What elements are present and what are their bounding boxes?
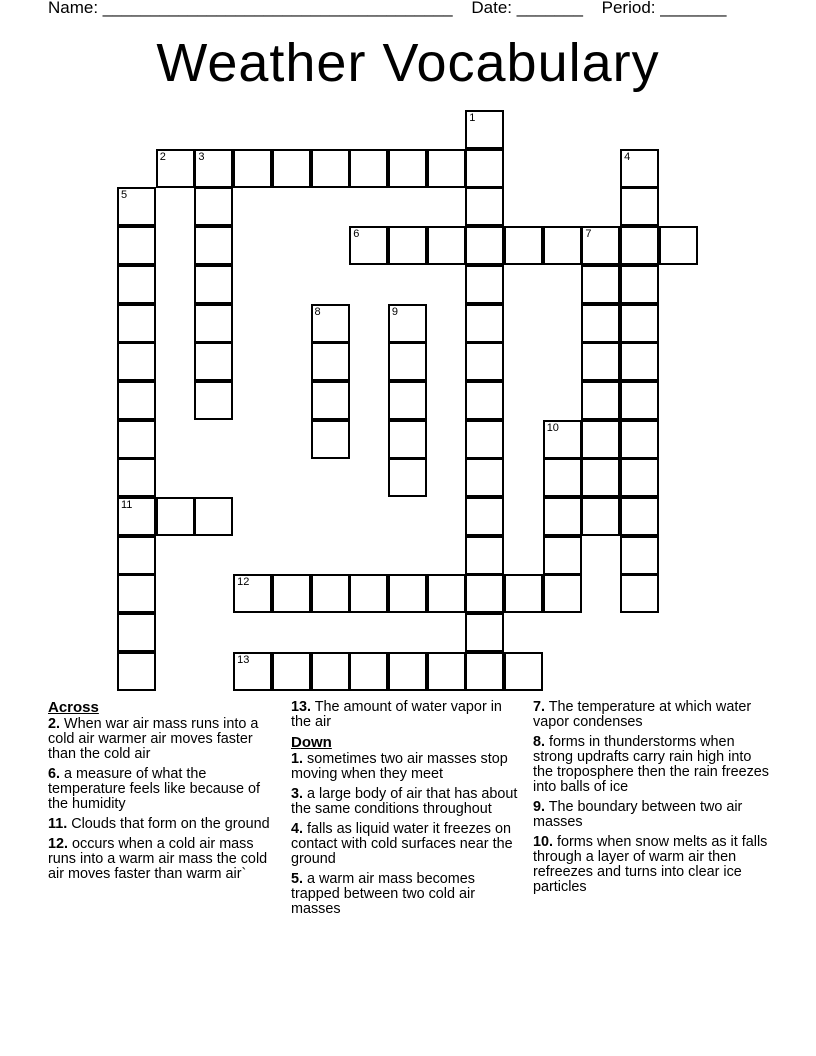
clue-item: [533, 835, 773, 895]
crossword-cell[interactable]: [233, 149, 272, 188]
crossword-cell[interactable]: [581, 420, 620, 459]
crossword-cell[interactable]: [311, 149, 350, 188]
crossword-cell[interactable]: [427, 574, 466, 613]
crossword-cell[interactable]: [581, 381, 620, 420]
crossword-cell[interactable]: [465, 497, 504, 536]
clue-number: 3.: [291, 786, 304, 802]
crossword-cell[interactable]: [194, 304, 233, 343]
clue-text: The temperature at which water vapor condenses: [533, 699, 752, 730]
clue-text: The boundary between two air masses: [533, 799, 743, 830]
clue-text: forms in thunderstorms when strong updrafts carry rain high into the troposphere then the rain freezes into balls of ice: [533, 734, 769, 795]
crossword-cell[interactable]: [117, 652, 156, 691]
crossword-cell[interactable]: [504, 652, 543, 691]
crossword-cell[interactable]: [388, 304, 427, 343]
crossword-cell[interactable]: [272, 149, 311, 188]
crossword-cell[interactable]: [659, 226, 698, 265]
clue-number: 11: [121, 499, 133, 511]
clue-number: 9.: [533, 799, 546, 815]
clue-text: falls as liquid water it freezes on contact with cold surfaces near the ground: [291, 821, 513, 867]
crossword-cell[interactable]: [581, 497, 620, 536]
clue-text: a warm air mass becomes trapped between two cold air masses: [291, 871, 475, 917]
crossword-cell[interactable]: [620, 420, 659, 459]
crossword-cell[interactable]: [465, 381, 504, 420]
crossword-cell[interactable]: [620, 574, 659, 613]
crossword-cell[interactable]: [543, 420, 582, 459]
crossword-cell[interactable]: [465, 458, 504, 497]
clue-number: 6.: [48, 766, 61, 782]
clue-number: 8.: [533, 734, 546, 750]
crossword-cell[interactable]: [117, 265, 156, 304]
crossword-cell[interactable]: [465, 652, 504, 691]
crossword-cell[interactable]: [156, 149, 195, 188]
crossword-cell[interactable]: [388, 420, 427, 459]
crossword-cell[interactable]: [620, 226, 659, 265]
down-heading: Down: [291, 734, 332, 751]
crossword-cell[interactable]: [581, 458, 620, 497]
crossword-cell[interactable]: [465, 110, 504, 149]
crossword-cell[interactable]: [543, 536, 582, 575]
clue-number: 7: [585, 228, 592, 241]
crossword-cell[interactable]: [465, 149, 504, 188]
clue-number: 1: [469, 112, 476, 124]
crossword-cell[interactable]: [427, 226, 466, 265]
crossword-cell[interactable]: [233, 652, 272, 691]
crossword-cell[interactable]: [543, 226, 582, 265]
crossword-cell[interactable]: [620, 458, 659, 497]
crossword-cell[interactable]: [388, 652, 427, 691]
crossword-cell[interactable]: [117, 458, 156, 497]
crossword-cell[interactable]: [543, 497, 582, 536]
clue-number: 4.: [291, 821, 304, 837]
crossword-cell[interactable]: [388, 458, 427, 497]
crossword-cell[interactable]: [272, 574, 311, 613]
crossword-cell[interactable]: [581, 342, 620, 381]
clue-item: [533, 800, 773, 830]
clue-item: [291, 787, 519, 817]
clue-number: 7.: [533, 699, 546, 715]
clue-number: 6: [353, 228, 360, 241]
crossword-cell[interactable]: [620, 149, 659, 188]
crossword-cell[interactable]: [349, 652, 388, 691]
clue-text: The amount of water vapor in the air: [291, 699, 502, 730]
crossword-cell[interactable]: [581, 226, 620, 265]
crossword-cell[interactable]: [117, 381, 156, 420]
clue-item: [291, 822, 519, 867]
crossword-cell[interactable]: [465, 226, 504, 265]
crossword-cell[interactable]: [581, 304, 620, 343]
crossword-cell[interactable]: [194, 342, 233, 381]
period-field-label: Period: _______: [601, 0, 727, 17]
crossword-cell[interactable]: [194, 381, 233, 420]
crossword-cell[interactable]: [194, 497, 233, 536]
crossword-cell[interactable]: [388, 149, 427, 188]
crossword-cell[interactable]: [117, 226, 156, 265]
crossword-cell[interactable]: [194, 187, 233, 226]
clue-item: [291, 700, 519, 730]
clue-text: When war air mass runs into a cold air warmer air moves faster than the cold air: [48, 716, 259, 762]
crossword-cell[interactable]: [427, 652, 466, 691]
clue-item: [48, 717, 276, 762]
clues-column-2: [291, 700, 519, 922]
clue-number: 10.: [533, 834, 554, 850]
crossword-cell[interactable]: [620, 304, 659, 343]
crossword-cell[interactable]: [349, 149, 388, 188]
clues-column-3: [533, 700, 773, 900]
crossword-cell[interactable]: [465, 420, 504, 459]
crossword-cell[interactable]: [194, 226, 233, 265]
clue-number: 13.: [291, 699, 312, 715]
crossword-cell[interactable]: [117, 187, 156, 226]
crossword-cell[interactable]: [194, 265, 233, 304]
clue-item: [48, 817, 276, 832]
clue-number: 1.: [291, 751, 304, 767]
crossword-cell[interactable]: [311, 304, 350, 343]
clue-text: sometimes two air masses stop moving when they meet: [291, 751, 508, 782]
crossword-cell[interactable]: [388, 226, 427, 265]
clue-number: 5: [121, 189, 128, 202]
crossword-cell[interactable]: [504, 574, 543, 613]
crossword-cell[interactable]: [543, 574, 582, 613]
crossword-cell[interactable]: [620, 381, 659, 420]
crossword-cell[interactable]: [311, 342, 350, 381]
clue-number: 5.: [291, 871, 304, 887]
crossword-cell[interactable]: [620, 536, 659, 575]
crossword-cell[interactable]: [156, 497, 195, 536]
crossword-cell[interactable]: [388, 381, 427, 420]
crossword-cell[interactable]: [117, 574, 156, 613]
clue-number: 12: [237, 576, 250, 589]
crossword-cell[interactable]: [117, 342, 156, 381]
page-title: Weather Vocabulary: [156, 33, 660, 93]
clue-text: a large body of air that has about the same conditions throughout: [291, 786, 518, 817]
crossword-cell[interactable]: [465, 187, 504, 226]
crossword-cell[interactable]: [465, 265, 504, 304]
crossword-cell[interactable]: [465, 574, 504, 613]
clue-number: 3: [198, 150, 205, 163]
crossword-cell[interactable]: [311, 381, 350, 420]
crossword-cell[interactable]: [543, 458, 582, 497]
clue-number: 4: [624, 150, 631, 163]
clue-number: 13: [237, 653, 250, 666]
crossword-cell[interactable]: [233, 574, 272, 613]
crossword-cell[interactable]: [194, 149, 233, 188]
clue-number: 11.: [48, 816, 68, 832]
clue-item: [533, 700, 773, 730]
crossword-cell[interactable]: [504, 226, 543, 265]
clue-number: 12.: [48, 836, 69, 852]
clue-text: forms when snow melts as it falls through a layer of warm air then refreezes and turns into clear ice particles: [533, 834, 768, 895]
crossword-cell[interactable]: [620, 187, 659, 226]
crossword-cell[interactable]: [465, 613, 504, 652]
across-heading: Across: [48, 699, 99, 716]
crossword-cell[interactable]: [581, 265, 620, 304]
crossword-cell[interactable]: [620, 497, 659, 536]
name-field-label: Name: _____________________________________: [48, 0, 453, 17]
crossword-cell[interactable]: [311, 420, 350, 459]
clue-number: 10: [546, 421, 559, 434]
crossword-cell[interactable]: [117, 304, 156, 343]
crossword-cell[interactable]: [311, 574, 350, 613]
crossword-cell[interactable]: [388, 342, 427, 381]
crossword-cell[interactable]: [465, 536, 504, 575]
crossword-cell[interactable]: [465, 304, 504, 343]
crossword-cell[interactable]: [117, 497, 156, 536]
crossword-cell[interactable]: [620, 342, 659, 381]
clue-item: [291, 752, 519, 782]
clue-item: [533, 735, 773, 795]
clue-number: 2: [159, 150, 166, 163]
clue-item: [48, 837, 276, 882]
crossword-cell[interactable]: [349, 574, 388, 613]
crossword-cell[interactable]: [349, 226, 388, 265]
crossword-cell[interactable]: [311, 652, 350, 691]
crossword-cell[interactable]: [272, 652, 311, 691]
clue-text: Clouds that form on the ground: [67, 816, 270, 832]
crossword-cell[interactable]: [117, 420, 156, 459]
crossword-cell[interactable]: [620, 265, 659, 304]
crossword-cell[interactable]: [465, 342, 504, 381]
crossword-cell[interactable]: [117, 613, 156, 652]
clue-item: [48, 767, 276, 812]
clue-text: occurs when a cold air mass runs into a warm air mass the cold air moves faster than warm air`: [48, 836, 268, 882]
crossword-cell[interactable]: [388, 574, 427, 613]
clue-item: [291, 872, 519, 917]
clue-text: a measure of what the temperature feels like because of the humidity: [48, 766, 260, 812]
clues-column-1: [48, 700, 276, 887]
clue-number: 8: [314, 305, 321, 318]
clue-number: 2.: [48, 716, 61, 732]
clue-number: 9: [391, 305, 399, 318]
crossword-cell[interactable]: [117, 536, 156, 575]
date-field-label: Date: _______: [471, 0, 583, 17]
crossword-cell[interactable]: [427, 149, 466, 188]
